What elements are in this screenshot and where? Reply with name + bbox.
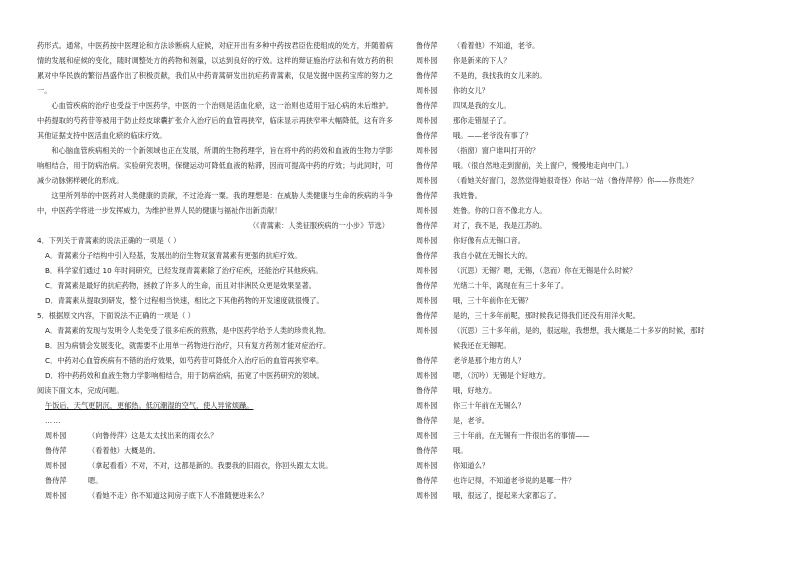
dialog-line xyxy=(414,113,764,128)
dialog-line xyxy=(414,383,764,398)
speaker: 周朴园 xyxy=(416,116,438,125)
dialog-line xyxy=(414,353,764,368)
speaker: 鲁侍萍 xyxy=(416,251,438,260)
passage-paragraph: 心血管疾病的治疗也受益于中医药学，中医的一个治则是活血化瘀，这一治则也适用于冠心病的未后维护。中药提取的芍药苷等被用于防止经皮球囊扩张介入治疗后的血管再狭窄，临床显示再狭窄率大幅降低，这有许多其他证据支持中医活血化瘀的临床疗效。 xyxy=(37,101,393,140)
dialog-text: 我自小就在无锡长大的。 xyxy=(453,251,533,260)
dialog-text: 老爷是那个地方的人？ xyxy=(453,356,525,365)
dialog-text: 不是的，我找我的女儿来的。 xyxy=(453,71,547,80)
speaker: 周朴园 xyxy=(416,176,438,185)
dialog-text: （看着他）大概是的。 xyxy=(88,446,160,455)
speaker: 鲁侍萍 xyxy=(416,311,438,320)
dialog-text: 你三十年前在无锡么？ xyxy=(453,401,525,410)
speaker: 周朴园 xyxy=(416,236,438,245)
speaker: 鲁侍萍 xyxy=(416,101,438,110)
dialog-text: 姓鲁。你的口音不像北方人。 xyxy=(453,206,547,215)
speaker: 鲁侍萍 xyxy=(416,476,438,485)
dialog-text: 你是新来的下人？ xyxy=(453,56,511,65)
dialog-text: 那你走错屋子了。 xyxy=(453,116,511,125)
dialog-text: 也许记得，不知道老爷说的是哪一件？ xyxy=(453,476,576,485)
dialog-text: 嗯。 xyxy=(88,476,103,485)
speaker: 鲁侍萍 xyxy=(416,356,438,365)
speaker: 周朴园 xyxy=(416,371,438,380)
speaker: 周朴园 xyxy=(416,431,438,440)
dialog-text: （看她关好窗门，忽然觉得她很奇怪）你站一站（鲁侍萍停）你——你贵姓？ xyxy=(453,176,698,185)
dialog-text: 你好像有点无锡口音。 xyxy=(453,236,525,245)
dialog-text: 我姓鲁。 xyxy=(453,191,482,200)
dialog-text: （拿起看看）不对，不对，这都是新的。我要我的旧雨衣，你回头跟太太说。 xyxy=(88,461,333,470)
speaker: 鲁侍萍 xyxy=(416,221,438,230)
speaker: 周朴园 xyxy=(416,461,438,470)
passage-paragraph: 和心脑血管疾病相关的一个新领域也正在发展，所谓的生物药理学，旨在将中药的药效和血液的生物力学影响相结合，用于防病治病。实验研究表明，保健运动可降低血液的粘滞，因而可提高中药的疗效；与此同时，可减少动脉粥样硬化的形成。 xyxy=(37,146,393,185)
question-4-option-a: A．青蒿素分子结构中引入羟基，发展出的衍生物双氢青蒿素有更强的抗疟疗效。 xyxy=(45,251,302,260)
dialog-line xyxy=(414,458,764,473)
speaker: 周朴园 xyxy=(416,86,438,95)
speaker: 鲁侍萍 xyxy=(416,41,438,50)
speaker: 周朴园 xyxy=(416,206,438,215)
dialog-line xyxy=(414,248,764,263)
dialog-line xyxy=(414,203,764,218)
dialog-text: （看着他）不知道，老爷。 xyxy=(453,41,540,50)
dialog-line xyxy=(414,83,764,98)
dialog-line xyxy=(414,158,764,173)
speaker: 鲁侍萍 xyxy=(416,386,438,395)
speaker: 周朴园 xyxy=(416,296,438,305)
dialog-text: 是的，三十多年前呢，那时候我记得我们还没有用洋火呢。 xyxy=(453,311,640,320)
dialog-line xyxy=(414,278,764,293)
dialog-text: 嗯，（沉吟）无锡是个好地方。 xyxy=(453,371,551,380)
dialog-text: 对了，我不是，我是江苏的。 xyxy=(453,221,547,230)
dialog-line xyxy=(37,473,393,488)
dialog-line xyxy=(414,263,764,278)
question-4-option-c: C．青蒿素是最好的抗疟药物，拯救了许多人的生命，而且对非洲民众更是效果显著。 xyxy=(45,281,316,290)
dialog-text: 哦。（很自然地走到窗前，关上窗户，慢慢地走向中门。） xyxy=(453,161,633,170)
dialog-text: 是，老爷。 xyxy=(453,416,489,425)
dialog-continuation: 候我还在无锡呢。 xyxy=(453,341,511,350)
dialog-line xyxy=(414,443,764,458)
dialog-text: 哦。 xyxy=(453,446,468,455)
dialog-text: 哦，三十年前你在无锡？ xyxy=(453,296,533,305)
dialog-line xyxy=(414,398,764,413)
dialog-line xyxy=(414,233,764,248)
question-4: 4．下列关于青蒿素的说法正确的一项是（ ） xyxy=(37,236,181,245)
question-4-option-b: B．科学家们通过 10 年时间研究，已经发现青蒿素除了治疗疟疾，还能治疗其他疾病。 xyxy=(45,266,323,275)
dialog-line xyxy=(414,68,764,83)
speaker: 周朴园 xyxy=(45,461,67,470)
left-column xyxy=(37,38,393,503)
speaker: 周朴园 xyxy=(45,491,67,500)
dialog-text: （沉思）无锡？嗯，无锡，（忽而）你在无锡是什么时候？ xyxy=(453,266,637,275)
dialog-line xyxy=(37,443,393,458)
ellipsis: …… xyxy=(45,416,62,425)
dialog-line xyxy=(37,458,393,473)
dialog-text: （看她不走）你不知道这间房子底下人不准随便进来么？ xyxy=(88,491,268,500)
dialog-line xyxy=(37,428,393,443)
dialog-text: 你的女儿？ xyxy=(453,86,489,95)
dialog-line xyxy=(414,428,764,443)
dialog-line xyxy=(414,323,764,338)
dialog-line xyxy=(414,368,764,383)
dialog-line xyxy=(414,188,764,203)
speaker: 周朴园 xyxy=(416,491,438,500)
dialog-line xyxy=(414,488,764,503)
dialog-line xyxy=(414,53,764,68)
dialog-line xyxy=(414,473,764,488)
speaker: 鲁侍萍 xyxy=(416,191,438,200)
question-4-option-d: D．青蒿素从提取到研发，整个过程相当快速，相比之下其他药物的开发速度就很慢了。 xyxy=(45,296,324,305)
dialog-line xyxy=(414,413,764,428)
speaker: 周朴园 xyxy=(45,431,67,440)
speaker: 周朴园 xyxy=(416,56,438,65)
right-column xyxy=(414,38,764,503)
source-citation: （《青蒿素：人类征服疾病的一小步》节选） xyxy=(248,221,389,230)
dialog-text: 哦。——老爷没有事了？ xyxy=(453,131,533,140)
speaker: 鲁侍萍 xyxy=(416,281,438,290)
dialog-line xyxy=(414,128,764,143)
dialog-text: 光绪二十年，离现在有三十多年了。 xyxy=(453,281,569,290)
dialog-line xyxy=(414,173,764,188)
question-5-option-a: A．青蒿素的发现与发明令人类免受了很多疟疾的煎熬，是中医药学给予人类的珍贵礼物。 xyxy=(45,326,331,335)
dialog-text: （向鲁侍萍）这是太太找出来的雨衣么？ xyxy=(88,431,218,440)
dialog-line xyxy=(414,38,764,53)
speaker: 鲁侍萍 xyxy=(45,446,67,455)
dialog-line xyxy=(414,98,764,113)
speaker: 周朴园 xyxy=(416,401,438,410)
dialog-line xyxy=(37,488,393,503)
speaker: 鲁侍萍 xyxy=(45,476,67,485)
speaker: 鲁侍萍 xyxy=(416,416,438,425)
passage-paragraph: 这里所列举的中医药对人类健康的贡献，不过沧海一粟。我的理想是：在威胁人类健康与生命的疾病的斗争中，中医药学将进一步发挥威力，为维护世界人民的健康与福祉作出新贡献！ xyxy=(37,191,393,215)
speaker: 周朴园 xyxy=(416,146,438,155)
dialog-line xyxy=(414,218,764,233)
reading-instruction: 阅读下面文本，完成问题。 xyxy=(37,386,124,395)
speaker: 周朴园 xyxy=(416,266,438,275)
question-5: 5．根据原文内容，下面说法不正确的一项是（ ） xyxy=(37,311,195,320)
speaker: 周朴园 xyxy=(416,326,438,335)
scene-description: 午饭后，天气更阴沉，更郁热。低沉潮湿的空气，使人异常烦躁。 xyxy=(45,401,254,410)
dialog-line xyxy=(414,293,764,308)
speaker: 鲁侍萍 xyxy=(416,161,438,170)
question-5-option-d: D．将中药药效和血液生物力学影响相结合，用于防病治病，拓宽了中医药研究的领域。 xyxy=(45,371,324,380)
dialog-text: （指窗）窗户谁叫打开的？ xyxy=(453,146,540,155)
question-5-option-b: B．因为病情会发展变化，就需要不止用单一药物进行治疗，只有复方药剂才能对症治疗。 xyxy=(45,341,331,350)
dialog-line xyxy=(414,143,764,158)
dialog-text: 三十年前，在无锡有一件很出名的事情—— xyxy=(453,431,590,440)
speaker: 鲁侍萍 xyxy=(416,71,438,80)
dialog-line xyxy=(414,308,764,323)
dialog-text: （沉思）三十多年前，是的，很远啦，我想想，我大概是二十多岁的时候，那时 xyxy=(453,326,705,335)
dialog-text: 哦，很远了，提起来大家都忘了。 xyxy=(453,491,561,500)
question-5-option-c: C．中药对心血管疾病有不错的治疗效果，如芍药苷可降低介入治疗后的血管再狭窄率。 xyxy=(45,356,324,365)
dialog-text: 四凤是我的女儿。 xyxy=(453,101,511,110)
dialog-text: 你知道么？ xyxy=(453,461,489,470)
speaker: 鲁侍萍 xyxy=(416,446,438,455)
speaker: 鲁侍萍 xyxy=(416,131,438,140)
dialog-text: 哦，好地方。 xyxy=(453,386,497,395)
passage-paragraph: 药形式。通常，中医药按中医理论和方法诊断病人症候，对症开出有多种中药按君臣佐使组成的处方，并随着病情的发展和症候的变化，随时调整处方的药物和剂量，以达到良好的疗效。这样的辩证施治疗法和有效方药的积累对中华民族的繁衍昌盛作出了积极贡献，我们从中药青蒿研发出抗疟药青蒿素，仅是发掘中医药宝库的努力之一。 xyxy=(37,41,393,95)
